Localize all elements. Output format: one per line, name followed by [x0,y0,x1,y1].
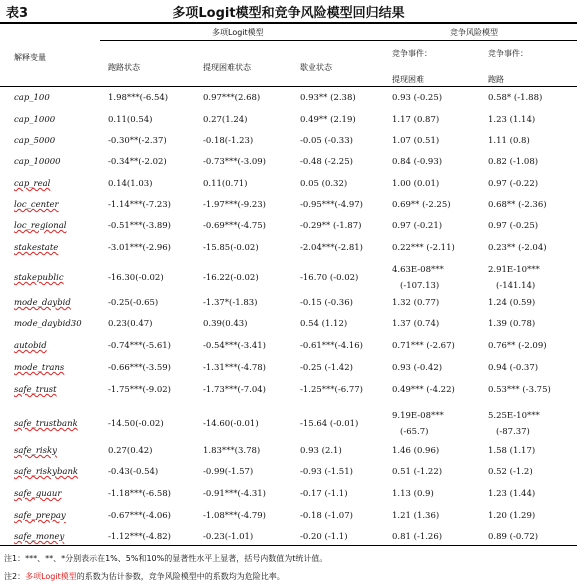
row-variable-name: safe_prepay [14,511,66,521]
cell-closed: -0.15 (-0.36) [300,298,353,308]
cell-competing-runaway: 0.68** (-2.36) [488,200,547,210]
cell-withdraw: -15.85(-0.02) [203,243,259,253]
cell-runaway: 0.11(0.54) [108,115,153,125]
note-1: 注1：***、**、*分别表示在1%、5%和10%的显著性水平上显著，括号内数值为t统计值。 [4,554,328,563]
col-header-competing-a2: 提现困难 [392,75,424,84]
cell-runaway: -0.34**(-2.02) [108,157,167,167]
cell-competing-withdraw: 0.93 (-0.25) [392,93,443,103]
col-header-competing-b: 竞争事件： [488,49,528,58]
row-variable-name: safe_trust [14,385,57,395]
cell-competing-runaway: 0.94 (-0.37) [488,363,539,373]
cell-withdraw: -1.97***(-9.23) [203,200,266,210]
cell-closed: -0.29** (-1.87) [300,221,362,231]
cell-closed: -0.17 (-1.1) [300,489,348,499]
cell-competing-runaway: 0.58* (-1.88) [488,93,543,103]
cell-competing-withdraw: 4.63E-08*** [392,265,444,275]
note-2-rest: 的系数为估计参数，竞争风险模型中的系数均为危险比率。 [76,572,285,581]
note-2 [4,571,285,582]
cell-competing-withdraw: 1.00 (0.01) [392,179,440,189]
cell-withdraw: -16.22(-0.02) [203,273,259,283]
row-variable-name: cap_1000 [14,115,56,125]
cell-competing-withdraw: 0.49*** (-4.22) [392,385,455,395]
cell-withdraw: 0.97***(2.68) [203,93,261,103]
cell-competing-runaway: 0.76** (-2.09) [488,341,547,351]
cell-competing-runaway: 0.82 (-1.08) [488,157,539,167]
cell-runaway: -0.51***(-3.89) [108,221,171,231]
cell-competing-runaway: 0.52 (-1.2) [488,467,533,477]
cell-closed: -0.20 (-1.1) [300,532,348,542]
col-header-competing-b2: 跑路 [488,75,504,84]
cell-closed: -0.05 (-0.33) [300,136,353,146]
cell-competing-withdraw: 1.37 (0.74) [392,319,440,329]
cell-competing-withdraw-t: (-65.7) [400,427,429,437]
cell-runaway: -3.01***(-2.96) [108,243,171,253]
cell-closed: -1.25***(-6.77) [300,385,363,395]
cell-competing-withdraw: 0.22*** (-2.11) [392,243,455,253]
cell-closed: -0.25 (-1.42) [300,363,353,373]
note-2-prefix: 注2： [4,572,26,581]
cell-competing-withdraw: 0.97 (-0.21) [392,221,443,231]
cell-withdraw: 1.83***(3.78) [203,446,261,456]
cell-closed: 0.93** (2.38) [300,93,356,103]
header-rule [0,86,577,87]
table-title: 多项Logit模型和竞争风险模型回归结果 [172,6,405,21]
row-variable-name: safe_guaur [14,489,62,499]
col-header-closed: 歇业状态 [300,63,332,72]
col-header-competing-a: 竞争事件： [392,49,432,58]
row-variable-name: safe_trustbank [14,419,78,429]
cell-withdraw: -1.37*(-1.83) [203,298,258,308]
cell-closed: 0.49** (2.19) [300,115,356,125]
cell-closed: -0.48 (-2.25) [300,157,353,167]
cell-competing-withdraw: 0.51 (-1.22) [392,467,443,477]
cell-competing-runaway: 1.11 (0.8) [488,136,530,146]
cell-withdraw: -1.73***(-7.04) [203,385,266,395]
row-variable-name: cap_5000 [14,136,56,146]
cell-competing-runaway-t: (-141.14) [496,281,536,291]
cell-runaway: -0.74***(-5.61) [108,341,171,351]
cell-competing-runaway: 1.23 (1.14) [488,115,536,125]
bottom-rule [0,545,577,546]
cell-runaway: -0.66***(-3.59) [108,363,171,373]
group-rule [100,40,577,41]
note-2-highlight: 多项Logit模型 [25,572,77,581]
row-variable-name: cap_10000 [14,157,61,167]
cell-closed: 0.93 (2.1) [300,446,342,456]
cell-withdraw: -1.08***(-4.79) [203,511,266,521]
cell-runaway: -0.67***(-4.06) [108,511,171,521]
cell-withdraw: -0.54***(-3.41) [203,341,266,351]
cell-withdraw: -0.99(-1.57) [203,467,254,477]
cell-runaway: -1.14***(-7.23) [108,200,171,210]
cell-competing-withdraw: 0.81 (-1.26) [392,532,443,542]
cell-competing-withdraw: 1.32 (0.77) [392,298,440,308]
cell-runaway: -0.25(-0.65) [108,298,159,308]
cell-withdraw: -1.31***(-4.78) [203,363,266,373]
cell-competing-runaway: 1.20 (1.29) [488,511,536,521]
cell-withdraw: -0.91***(-4.31) [203,489,266,499]
cell-runaway: -0.43(-0.54) [108,467,159,477]
group-header-risk: 竞争风险模型 [450,28,498,37]
cell-competing-withdraw: 1.07 (0.51) [392,136,440,146]
row-variable-name: mode_daybid [14,298,71,308]
cell-withdraw: -14.60(-0.01) [203,419,259,429]
cell-competing-runaway: 2.91E-10*** [488,265,540,275]
cell-closed: -0.18 (-1.07) [300,511,353,521]
row-variable-name: mode_trans [14,363,65,373]
row-variable-name: safe_riskybank [14,467,79,477]
cell-withdraw: 0.27(1.24) [203,115,248,125]
row-variable-name: autobid [14,341,47,351]
cell-runaway: 0.23(0.47) [108,319,153,329]
row-variable-name: cap_100 [14,93,50,103]
cell-competing-runaway: 5.25E-10*** [488,411,540,421]
cell-competing-withdraw: 0.93 (-0.42) [392,363,443,373]
cell-runaway: 0.14(1.03) [108,179,153,189]
cell-closed: 0.05 (0.32) [300,179,348,189]
cell-competing-withdraw: 9.19E-08*** [392,411,444,421]
cell-withdraw: 0.39(0.43) [203,319,248,329]
cell-competing-withdraw: 0.84 (-0.93) [392,157,443,167]
cell-closed: -15.64 (-0.01) [300,419,359,429]
row-variable-name: stakestate [14,243,59,253]
col-header-runaway: 跑路状态 [108,63,140,72]
cell-runaway: -0.30**(-2.37) [108,136,167,146]
row-variable-name: safe_risky [14,446,57,456]
cell-runaway: -1.75***(-9.02) [108,385,171,395]
table-title-bar [0,0,577,22]
cell-withdraw: -0.73***(-3.09) [203,157,266,167]
col-header-withdraw: 提现困难状态 [203,63,251,72]
row-variable-name: stakepublic [14,273,64,283]
row-variable-name: mode_daybid30 [14,319,82,329]
cell-runaway: -14.50(-0.02) [108,419,164,429]
cell-competing-runaway: 0.23** (-2.04) [488,243,547,253]
cell-competing-withdraw: 0.71*** (-2.67) [392,341,455,351]
cell-competing-runaway-t: (-87.37) [496,427,530,437]
cell-competing-runaway: 0.97 (-0.22) [488,179,539,189]
cell-competing-withdraw-t: (-107.13) [400,281,440,291]
cell-closed: -0.93 (-1.51) [300,467,353,477]
table-number: 表3 [6,6,29,21]
cell-runaway: 0.27(0.42) [108,446,153,456]
top-rule [0,22,577,24]
cell-competing-runaway: 1.23 (1.44) [488,489,536,499]
cell-runaway: -1.12***(-4.82) [108,532,171,542]
cell-withdraw: 0.11(0.71) [203,179,248,189]
cell-competing-withdraw: 1.46 (0.96) [392,446,440,456]
cell-closed: -2.04***(-2.81) [300,243,363,253]
cell-competing-withdraw: 1.17 (0.87) [392,115,440,125]
group-header-logit: 多项Logit模型 [212,28,264,37]
cell-competing-runaway: 0.89 (-0.72) [488,532,539,542]
cell-runaway: -1.18***(-6.58) [108,489,171,499]
row-variable-name: cap_real [14,179,51,189]
cell-withdraw: -0.69***(-4.75) [203,221,266,231]
cell-runaway: -16.30(-0.02) [108,273,164,283]
cell-competing-withdraw: 1.13 (0.9) [392,489,434,499]
cell-competing-runaway: 0.97 (-0.25) [488,221,539,231]
cell-closed: -0.95***(-4.97) [300,200,363,210]
cell-competing-runaway: 0.53*** (-3.75) [488,385,551,395]
cell-competing-withdraw: 0.69** (-2.25) [392,200,451,210]
cell-runaway: 1.98***(-6.54) [108,93,169,103]
cell-withdraw: -0.18(-1.23) [203,136,254,146]
row-variable-name: loc_regional [14,221,67,231]
cell-closed: -0.61***(-4.16) [300,341,363,351]
cell-withdraw: -0.23(-1.01) [203,532,254,542]
cell-competing-runaway: 1.58 (1.17) [488,446,536,456]
cell-competing-withdraw: 1.21 (1.36) [392,511,440,521]
cell-competing-runaway: 1.39 (0.78) [488,319,536,329]
var-col-header: 解释变量 [14,53,46,62]
cell-competing-runaway: 1.24 (0.59) [488,298,536,308]
row-variable-name: loc_center [14,200,59,210]
cell-closed: -16.70 (-0.02) [300,273,359,283]
row-variable-name: safe_money [14,532,65,542]
cell-closed: 0.54 (1.12) [300,319,348,329]
